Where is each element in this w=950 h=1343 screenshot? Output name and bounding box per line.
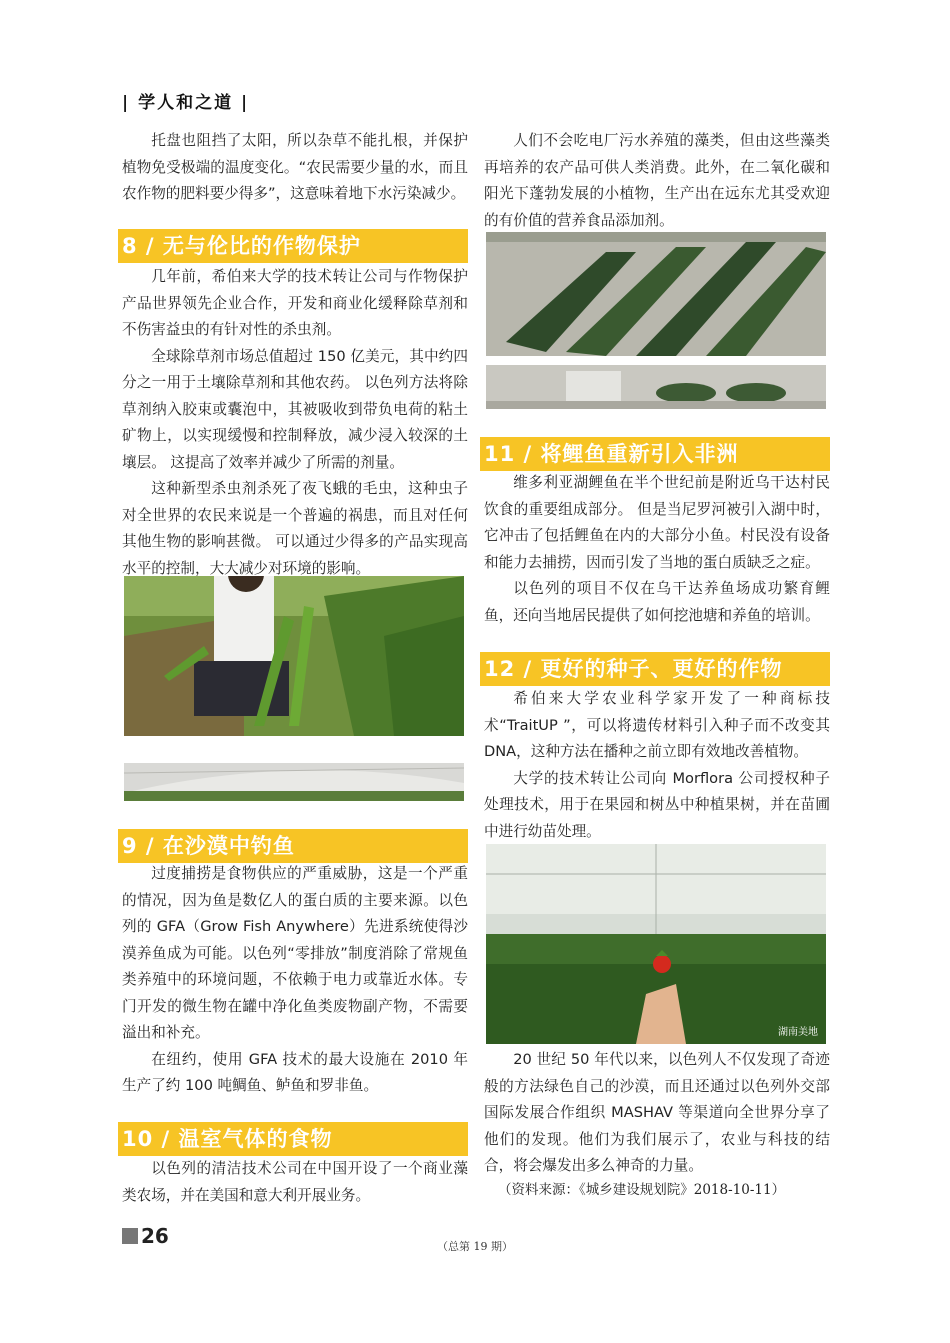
section-9-body: [122, 861, 468, 1100]
field-photo: [124, 576, 464, 736]
paragraph: 在纽约，使用 GFA 技术的最大设施在 2010 年生产了约 100 吨鲷鱼、鲈鱼和罗非鱼。: [122, 1050, 468, 1094]
paragraph: 希伯来大学农业科学家开发了一种商标技术“TraitUP ”，可以将遗传材料引入种子而不改变其DNA，这种方法在播种之前立即有效地改善植物。: [484, 690, 830, 760]
paragraph: 过度捕捞是食物供应的严重威胁，这是一个严重的情况，因为鱼是数亿人的蛋白质的主要来源。以色列的 GFA（Grow Fish Anywhere）先进系统使得沙漠养鱼成为可能。以色列“零排放”制度消除了常规鱼类养殖中的环境问题，不依赖于电力或靠近水体。专门开发的微生物在罐中净化鱼类废物副产物，不需要溢出和补充。: [122, 865, 468, 1041]
paragraph: 20 世纪 50 年代以来，以色列人不仅发现了奇迹般的方法绿色自己的沙漠，而且还通过以色列外交部国际发展合作组织 MASHAV 等渠道向全世界分享了他们的发现。他们为我们展示了，农业与科技的结合，将会爆发出多么神奇的力量。: [484, 1051, 830, 1174]
section-10-title: 10 / 温室气体的食物: [118, 1122, 468, 1156]
paragraph: 大学的技术转让公司向 Morflora 公司授权种子处理技术，用于在果园和树丛中种植果树，并在苗圃中进行幼苗处理。: [484, 769, 830, 840]
paragraph: 维多利亚湖鲤鱼在半个世纪前是附近乌干达村民饮食的重要组成部分。 但是当尼罗河被引入湖中时，它冲击了包括鲤鱼在内的大部分小鱼。村民没有设备和能力去捕捞，因而引发了当地的蛋白质缺乏之症。: [484, 474, 830, 571]
section-11-title: 11 / 将鲤鱼重新引入非洲: [480, 437, 830, 471]
section-11-body: [484, 470, 830, 629]
page-number-text: 26: [141, 1224, 169, 1248]
section-12-title: 12 / 更好的种子、更好的作物: [480, 652, 830, 686]
right-intro: [484, 128, 830, 234]
right-intro-para: 人们不会吃电厂污水养殖的藻类，但由这些藻类再培养的农产品可供人类消费。此外，在二氧化碳和阳光下蓬勃发展的小植物，生产出在远东尤其受欢迎的有价值的营养食品添加剂。: [484, 132, 830, 229]
header-bar-left: |: [122, 93, 131, 113]
section-12-body: [484, 686, 830, 845]
strawberry-greenhouse-photo: [486, 844, 826, 1044]
section-8-title: 8 / 无与伦比的作物保护: [118, 229, 468, 263]
left-intro: [122, 128, 468, 208]
header-bar-right: |: [241, 93, 250, 113]
paragraph: 以色列的项目不仅在乌干达养鱼场成功繁育鲤鱼，还向当地居民提供了如何挖池塘和养鱼的培训。: [484, 580, 830, 624]
conclusion: [484, 1047, 830, 1180]
source-citation: （资料来源：《城乡建设规划院》2018-10-11）: [498, 1182, 786, 1198]
paragraph: 以色列的清洁技术公司在中国开设了一个商业藻类农场，并在美国和意大利开展业务。: [122, 1160, 468, 1204]
paragraph: 全球除草剂市场总值超过 150 亿美元，其中约四分之一用于土壤除草剂和其他农药。 以色列方法将除草剂纳入胶束或囊泡中，其被吸收到带负电荷的粘土矿物上，以实现缓慢和控制释放，减少浸入较深的土壤层。 这提高了效率并减少了所需的剂量。: [122, 347, 468, 471]
greenhouse-strip-photo: [124, 763, 464, 801]
paragraph: 几年前，希伯来大学的技术转让公司与作物保护产品世界领先企业合作，开发和商业化缓释除草剂和不伤害益虫的有针对性的杀虫剂。: [122, 268, 468, 338]
section-10-body: [122, 1156, 468, 1209]
section-9-title: 9 / 在沙漠中钓鱼: [118, 829, 468, 863]
algae-ponds-strip-photo: [486, 365, 826, 409]
header-title: 学人和之道: [138, 93, 234, 113]
algae-farm-photo: [486, 232, 826, 356]
paragraph: 这种新型杀虫剂杀死了夜飞蛾的毛虫，这种虫子对全世界的农民来说是一个普遍的祸患，而且对任何其他生物的影响甚微。 可以通过少得多的产品实现高水平的控制，大大减少对环境的影响。: [122, 480, 468, 577]
column-header: [122, 88, 249, 113]
issue-number: （总第 19 期）: [437, 1240, 513, 1253]
photo-watermark: 湖南美地: [778, 1027, 818, 1038]
left-intro-para: 托盘也阻挡了太阳，所以杂草不能扎根，并保护植物免受极端的温度变化。“农民需要少量的水，而且农作物的肥料要少得多”，这意味着地下水污染减少。: [122, 132, 468, 202]
section-8-body: [122, 264, 468, 582]
